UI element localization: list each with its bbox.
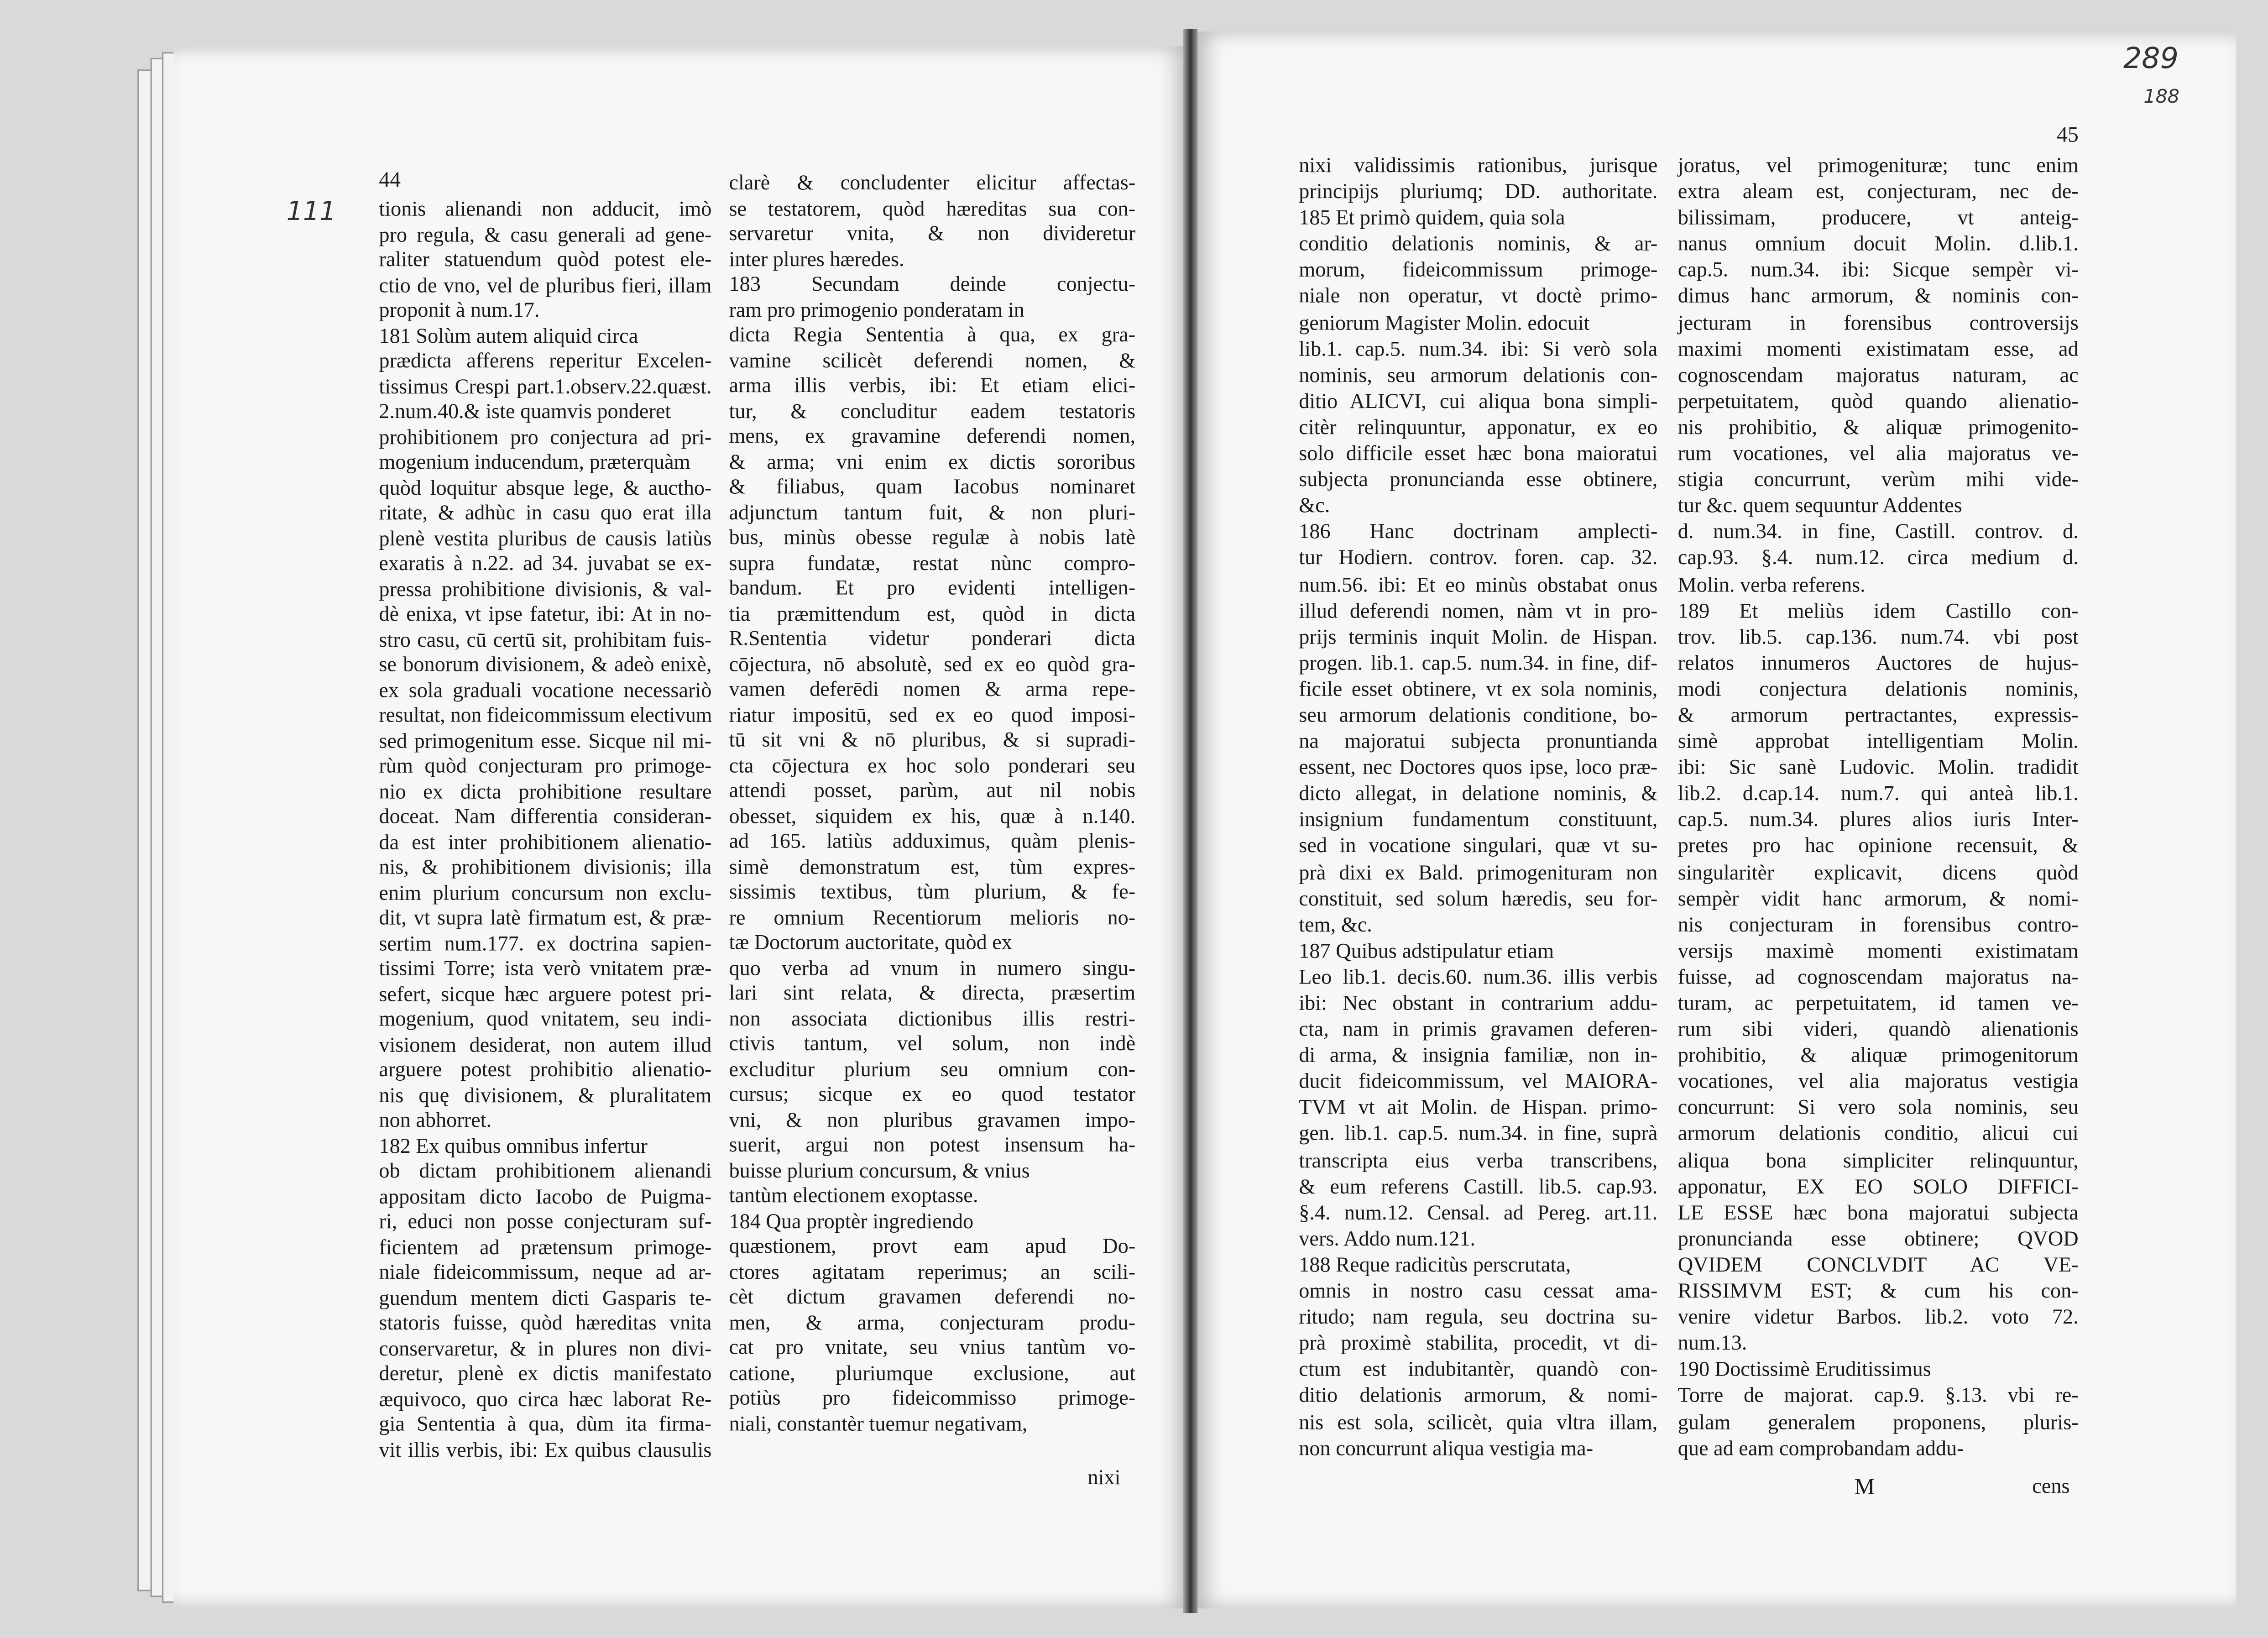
text-line: æquivoco, quo circa hæc laborat Re- [379, 1388, 712, 1411]
text-line: raliter statuendum quòd potest ele- [379, 249, 712, 272]
text-line: dimus hanc armorum, & nominis con- [1677, 285, 2079, 309]
text-line: mens, ex gravamine deferendi nomen, [729, 425, 1136, 449]
text-line: cap.5. num.34. plures alios iuris Inter- [1677, 809, 2079, 832]
text-line: ibi: Sic sanè Ludovic. Molin. tradidit [1677, 757, 2079, 780]
text-line: prà dixi ex Bald. primogenituram non [1299, 861, 1658, 885]
text-line: Leo lib.1. decis.60. num.36. illis verbis [1299, 966, 1658, 989]
text-line: Molin. verba referens. [1677, 573, 1866, 597]
text-line: 188 Reque radicitùs perscrutata, [1299, 1254, 1571, 1277]
text-line: buisse plurium concursum, & vnius [729, 1159, 1030, 1183]
text-line: gulam generalem proponens, pluris- [1677, 1411, 2079, 1434]
text-line: ex sola graduali vocatione necessariò [379, 679, 712, 702]
text-line: vamen deferēdi nomen & arma repe- [729, 678, 1136, 702]
text-line: riatur impositū, sed ex eo quod imposi- [729, 704, 1136, 727]
text-line: ctio de vno, vel de pluribus fieri, illam [379, 274, 712, 298]
text-line: conservaretur, & in plures non divi- [379, 1337, 712, 1361]
signature-mark: M [1854, 1475, 1875, 1500]
text-line: armorum delationis conditio, alicui cui [1677, 1123, 2079, 1146]
text-line: adjunctum tantum fuit, & non pluri- [729, 501, 1136, 524]
text-line: ibi: Nec obstant in contrarium addu- [1299, 992, 1658, 1016]
text-line: niale non operatur, vt doctè primo- [1299, 285, 1658, 309]
text-line: & filiabus, quam Iacobus nominaret [729, 476, 1136, 499]
margin-note: 111 [286, 197, 336, 227]
text-line: 186 Hanc doctrinam amplecti- [1299, 521, 1658, 544]
text-line: tem, &c. [1299, 914, 1372, 937]
text-line: na majoratui subjecta pronuntianda [1299, 730, 1658, 754]
text-line: nanus omnium docuit Molin. d.lib.1. [1677, 233, 2079, 256]
text-line: bandum. Et pro evidenti intelligen- [729, 577, 1136, 601]
text-line: illud deferendi nomen, nàm vt in pro- [1299, 600, 1658, 623]
text-line: pressa prohibitione divisionis, & val- [379, 578, 712, 601]
text-line: 187 Quibus adstipulatur etiam [1299, 940, 1554, 963]
text-line: ditio ALICVI, cui aliqua bona simpli- [1299, 390, 1658, 414]
left-column-1 [379, 198, 711, 1464]
text-line: Torre de majorat. cap.9. §.13. vbi re- [1677, 1385, 2079, 1408]
text-line: cta, nam in primis gravamen deferen- [1299, 1018, 1658, 1042]
text-line: dicto allegat, in delatione nominis, & [1299, 783, 1658, 806]
text-line: tia præmittendum est, quòd in dicta [729, 602, 1136, 626]
text-line: & arma; vni enim ex dictis sororibus [729, 450, 1136, 474]
text-line: LE ESSE hæc bona majoratui subjecta [1677, 1202, 2079, 1225]
text-line: ficile esset obtinere, vt ex sola nominis, [1299, 678, 1658, 701]
catchword: cens [2032, 1475, 2070, 1499]
text-line: ducit fideicommissum, vel MAIORA- [1299, 1071, 1658, 1094]
text-line: nis est sola, scilicèt, quia vltra illam, [1299, 1411, 1658, 1434]
text-line: stro casu, cū certū sit, prohibitam fuis- [379, 628, 712, 652]
text-line: cursus; sicque ex eo quod testator [729, 1083, 1136, 1107]
text-line: 185 Et primò quidem, quia sola [1299, 207, 1565, 230]
text-line: sempèr vidit hanc armorum, & nomi- [1677, 887, 2079, 911]
left-column-2 [729, 172, 1135, 1438]
text-line: plenè vestita pluribus de causis latiùs [379, 527, 712, 551]
text-line: cap.5. num.34. ibi: Sicque sempèr vi- [1677, 259, 2079, 283]
text-line: tū sit vni & nō pluribus, & si supradi- [729, 729, 1136, 753]
text-line: versijs maximè momenti existimatam [1677, 940, 2079, 963]
text-line: exaratis à n.22. ad 34. juvabat se ex- [379, 552, 712, 576]
text-line: dicta Regia Sententia à qua, ex gra- [729, 324, 1136, 347]
text-line: tur &c. quem sequuntur Addentes [1677, 495, 1962, 518]
text-line: gen. lib.1. cap.5. num.34. in fine, suprà [1299, 1123, 1658, 1146]
text-line: 184 Qua proptèr ingrediendo [729, 1210, 974, 1234]
text-line: num.56. ibi: Et eo minùs obstabat onus [1299, 573, 1658, 597]
handwritten-folio-number: 289 [2123, 40, 2179, 75]
text-line: quòd loquitur absque lege, & auctho- [379, 476, 712, 500]
text-line: fuisse, ad cognoscendam majoratus na- [1677, 966, 2079, 989]
text-line: joratus, vel primogenituræ; tunc enim [1677, 155, 2079, 178]
text-line: sed primogenitum esse. Sicque nil mi- [379, 730, 712, 753]
text-line: prijs terminis inquit Molin. de Hispan. [1299, 626, 1658, 649]
text-line: bilissimam, producere, vt anteig- [1677, 207, 2079, 230]
text-line: rùm quòd conjecturam pro primoge- [379, 755, 712, 779]
text-line: pretes pro hac opinione recensuit, & [1677, 835, 2079, 858]
text-line: sissimis textibus, tùm plurium, & fe- [729, 881, 1136, 904]
text-line: enim plurium concursum non exclu- [379, 881, 712, 905]
text-line: catione, pluriumque exclusione, aut [729, 1362, 1136, 1385]
text-line: excluditur plurium seu omnium con- [729, 1058, 1136, 1082]
text-line: niali, constantèr tuemur negativam, [729, 1413, 1028, 1436]
text-line: prohibitionem pro conjectura ad pri- [379, 426, 712, 450]
text-line: bus, minùs obesse regulæ à nobis latè [729, 526, 1136, 550]
text-line: turam, ac perpetuitatem, id tamen ve- [1677, 992, 2079, 1016]
text-line: di arma, & insignia familiæ, non in- [1299, 1045, 1658, 1068]
text-line: rum sibi videri, quandò alienationis [1677, 1018, 2079, 1042]
text-line: 2.num.40.& iste quamvis ponderet [379, 400, 671, 424]
text-line: gia Sententia à qua, dùm ita firma- [379, 1413, 712, 1437]
text-line: 182 Ex quibus omnibus infertur [379, 1135, 648, 1158]
text-line: se bonorum divisionem, & adeò enixè, [379, 654, 712, 677]
text-line: nio ex dicta prohibitione resultare [379, 780, 712, 804]
text-line: concurrunt: Si vero sola nominis, seu [1677, 1097, 2079, 1120]
text-line: tur Hodiern. controv. foren. cap. 32. [1299, 547, 1658, 571]
text-line: tantùm electionem exoptasse. [729, 1184, 978, 1208]
text-line: proponit à num.17. [379, 299, 540, 323]
text-line: quæstionem, provt eam apud Do- [729, 1235, 1136, 1259]
text-line: ram pro primogenio ponderatam in [729, 298, 1024, 322]
text-line: ficientem ad prætensum primoge- [379, 1236, 712, 1260]
text-line: progen. lib.1. cap.5. num.34. in fine, dif- [1299, 652, 1658, 675]
text-line: sed in vocatione singulari, quæ vt su- [1299, 835, 1658, 858]
text-line: perpetuitatem, quòd quando alienatio- [1677, 390, 2079, 414]
text-line: ctivis tantum, vel solum, non indè [729, 1033, 1136, 1056]
text-line: vamine scilicèt deferendi nomen, & [729, 349, 1136, 373]
text-line: da est inter prohibitionem alienatio- [379, 831, 712, 854]
text-line: non concurrunt aliqua vestigia ma- [1299, 1437, 1594, 1461]
text-line: doceat. Nam differentia consideran- [379, 806, 712, 829]
text-line: maximi momenti existimatam esse, ad [1677, 338, 2079, 361]
text-line: venire videtur Barbos. lib.2. voto 72. [1677, 1306, 2079, 1330]
text-line: cognoscendam majoratus naturam, ac [1677, 364, 2079, 387]
text-line: tur, & concluditur eadem testatoris [729, 400, 1136, 424]
text-line: guendum mentem dicti Gasparis te- [379, 1287, 712, 1310]
text-line: tissimus Crespi part.1.observ.22.quæst. [379, 375, 712, 399]
text-line: mogenium, quod vnitatem, seu indi- [379, 1008, 712, 1031]
text-line: pro regula, & casu generali ad gene- [379, 223, 712, 247]
text-line: simè approbat intelligentiam Molin. [1677, 730, 2079, 754]
text-line: transcripta eius verba transcribens, [1299, 1149, 1658, 1173]
text-line: essent, nec Doctores quos ipse, loco præ- [1299, 757, 1658, 780]
text-line: non associata dictionibus illis restri- [729, 1007, 1136, 1031]
text-line: inter plures hæredes. [729, 248, 904, 272]
text-line: cta cōjectura ex hoc solo ponderari seu [729, 754, 1136, 778]
text-line: omnis in nostro casu cessat ama- [1299, 1280, 1658, 1303]
text-line: se testatorem, quòd hæreditas sua con- [729, 197, 1136, 221]
text-line: ritudo; nam regula, seu doctrina su- [1299, 1306, 1658, 1330]
text-line: resultat, non fideicommissum electivum [379, 704, 712, 728]
text-line: vers. Addo num.121. [1299, 1228, 1476, 1251]
text-line: sefert, sicque hæc arguere potest pri- [379, 983, 712, 1006]
right-page-number: 45 [2057, 124, 2079, 148]
text-line: d. num.34. in fine, Castill. controv. d. [1677, 521, 2079, 544]
text-line: que ad eam comprobandam addu- [1677, 1437, 1964, 1461]
text-line: cèt dictum gravamen deferendi no- [729, 1286, 1136, 1309]
text-line: nis prohibitio, & aliquæ primogenito- [1677, 416, 2079, 440]
text-line: nis, & prohibitionem divisionis; illa [379, 856, 712, 880]
text-line: trov. lib.5. cap.136. num.74. vbi post [1677, 626, 2079, 649]
text-line: modi conjectura delationis nominis, [1677, 678, 2079, 701]
text-line: nominis, seu armorum delationis con- [1299, 364, 1658, 387]
text-line: constituit, sed solum hæredis, seu for- [1299, 887, 1658, 911]
text-line: ditio delationis armorum, & nomi- [1299, 1385, 1658, 1408]
left-page-number: 44 [379, 169, 401, 193]
text-line: attendi posset, parùm, aut nil nobis [729, 780, 1136, 803]
text-line: 190 Doctissimè Eruditissimus [1677, 1359, 1931, 1382]
text-line: visionem desiderat, non autem illud [379, 1033, 712, 1057]
text-line: prædicta afferens reperitur Excelen- [379, 350, 712, 373]
text-line: & armorum pertractantes, expressis- [1677, 704, 2079, 728]
text-line: tissimi Torre; ista verò vnitatem præ- [379, 958, 712, 981]
text-line: lib.2. d.cap.14. num.7. qui anteà lib.1. [1677, 783, 2079, 806]
text-line: subjecta pronuncianda esse obtinere, [1299, 469, 1658, 492]
text-line: men, & arma, conjecturam produ- [729, 1311, 1136, 1334]
handwritten-folio-number: 188 [2143, 87, 2180, 109]
right-column-2 [1678, 153, 2079, 1462]
text-line: cat pro vnitate, seu vnius tantùm vo- [729, 1336, 1136, 1360]
text-line: supra fundatæ, restat nùnc compro- [729, 552, 1136, 575]
text-line: morum, fideicommissum primoge- [1299, 259, 1658, 283]
text-line: tæ Doctorum auctoritate, quòd ex [729, 932, 1012, 955]
text-line: ctores agitatam reperimus; an scili- [729, 1261, 1136, 1284]
text-line: 181 Solùm autem aliquid circa [379, 324, 638, 348]
text-line: solo difficile esset hæc bona maioratui [1299, 442, 1658, 466]
text-line: singularitèr explicavit, dicens quòd [1677, 861, 2079, 885]
text-line: QVIDEM CONCLVDIT AC VE- [1677, 1254, 2079, 1277]
book-gutter [1183, 29, 1198, 1613]
text-line: conditio delationis nominis, & ar- [1299, 233, 1658, 256]
text-line: dè enixa, vt ipse fatetur, ibi: At in no- [379, 603, 712, 627]
text-line: rum vocationes, vel alia majoratus ve- [1677, 442, 2079, 466]
text-line: niale fideicommissum, neque ad ar- [379, 1261, 712, 1285]
text-line: §.4. num.12. Censal. ad Pereg. art.11. [1299, 1202, 1658, 1225]
text-line: deretur, plenè ex dictis manifestato [379, 1362, 712, 1386]
text-line: prà proximè stabilita, procedit, vt di- [1299, 1332, 1658, 1356]
text-line: geniorum Magister Molin. edocuit [1299, 312, 1590, 335]
text-line: ctum est indubitantèr, quandò con- [1299, 1359, 1658, 1382]
text-line: vni, & non pluribus gravamen impo- [729, 1109, 1136, 1132]
text-line: arguere potest prohibitio alienatio- [379, 1059, 712, 1082]
text-line: nis conjecturam in forensibus contro- [1677, 914, 2079, 937]
text-line: cap.93. §.4. num.12. circa medium d. [1677, 547, 2079, 571]
text-line: cōjectura, nō absolutè, sed ex eo quòd gra- [729, 653, 1136, 676]
text-line: ritate, & adhùc in casu quo erat illa [379, 502, 712, 525]
text-line: citèr relinquuntur, apponatur, ex eo [1299, 416, 1658, 440]
text-line: potiùs pro fideicommisso primoge- [729, 1387, 1136, 1411]
text-line: aliqua bona simpliciter relinquuntur, [1677, 1149, 2079, 1173]
text-line: principijs pluriumq; DD. authoritate. [1299, 181, 1658, 204]
text-line: ad 165. latiùs adduximus, quàm plenis- [729, 830, 1136, 854]
text-line: prohibitio, & aliquæ primogenitorum [1677, 1045, 2079, 1068]
text-line: re omnium Recentiorum melioris no- [729, 906, 1136, 930]
text-line: clarè & concludenter elicitur affectas- [729, 172, 1136, 195]
text-line: apponatur, EX EO SOLO DIFFICI- [1677, 1175, 2079, 1199]
text-line: R.Sententia videtur ponderari dicta [729, 628, 1136, 651]
text-line: non abhorret. [379, 1109, 492, 1133]
text-line: statoris fuisse, quòd hæreditas vnita [379, 1312, 712, 1335]
text-line: 183 Secundam deinde conjectu- [729, 273, 1136, 297]
text-line: & eum referens Castill. lib.5. cap.93. [1299, 1175, 1658, 1199]
text-line: ob dictam prohibitionem alienandi [379, 1160, 712, 1183]
text-line: &c. [1299, 495, 1330, 518]
text-line: nis quę divisionem, & pluralitatem [379, 1084, 712, 1108]
text-line: relatos innumeros Auctores de hujus- [1677, 652, 2079, 675]
text-line: jecturam in forensibus controversijs [1677, 312, 2079, 335]
text-line: num.13. [1677, 1332, 1747, 1356]
text-line: tionis alienandi non adducit, imò [379, 198, 712, 221]
text-line: servaretur vnita, & non divideretur [729, 223, 1136, 246]
text-line: nixi validissimis rationibus, jurisque [1299, 155, 1658, 178]
right-column-1 [1299, 153, 1657, 1462]
text-line: dit, vt supra latè firmatum est, & præ- [379, 907, 712, 931]
text-line: obesset, siquidem ex his, quæ à n.140. [729, 805, 1136, 828]
text-line: vocationes, vel alia majoratus vestigia [1677, 1071, 2079, 1094]
text-line: seu armorum delationis conditione, bo- [1299, 704, 1658, 728]
text-line: RISSIMVM EST; & cum his con- [1677, 1280, 2079, 1303]
text-line: appositam dicto Iacobo de Puigma- [379, 1185, 712, 1209]
text-line: arma illis verbis, ibi: Et etiam elici- [729, 374, 1136, 398]
text-line: insignium fundamentum constituunt, [1299, 809, 1658, 832]
text-line: sertim num.177. ex doctrina sapien- [379, 932, 712, 956]
text-line: mogenium inducendum, præterquàm [379, 451, 690, 475]
text-line: 189 Et meliùs idem Castillo con- [1677, 600, 2079, 623]
text-line: pronuncianda esse obtinere; QVOD [1677, 1228, 2079, 1251]
text-line: vit illis verbis, ibi: Ex quibus clausulis [379, 1439, 712, 1462]
text-line: TVM vt ait Molin. de Hispan. primo- [1299, 1097, 1658, 1120]
text-line: stigia concurrunt, verùm mihi vide- [1677, 469, 2079, 492]
text-line: ri, educi non posse conjecturam suf- [379, 1210, 712, 1234]
text-line: lib.1. cap.5. num.34. ibi: Si verò sola [1299, 338, 1658, 361]
text-line: quo verba ad vnum in numero singu- [729, 957, 1136, 980]
text-line: simè demonstratum est, tùm expres- [729, 855, 1136, 879]
text-line: extra aleam est, conjecturam, nec de- [1677, 181, 2079, 204]
catchword: nixi [1087, 1466, 1121, 1490]
text-line: suerit, argui non potest insensum ha- [729, 1134, 1136, 1157]
text-line: lari sint relata, & directa, præsertim [729, 982, 1136, 1005]
